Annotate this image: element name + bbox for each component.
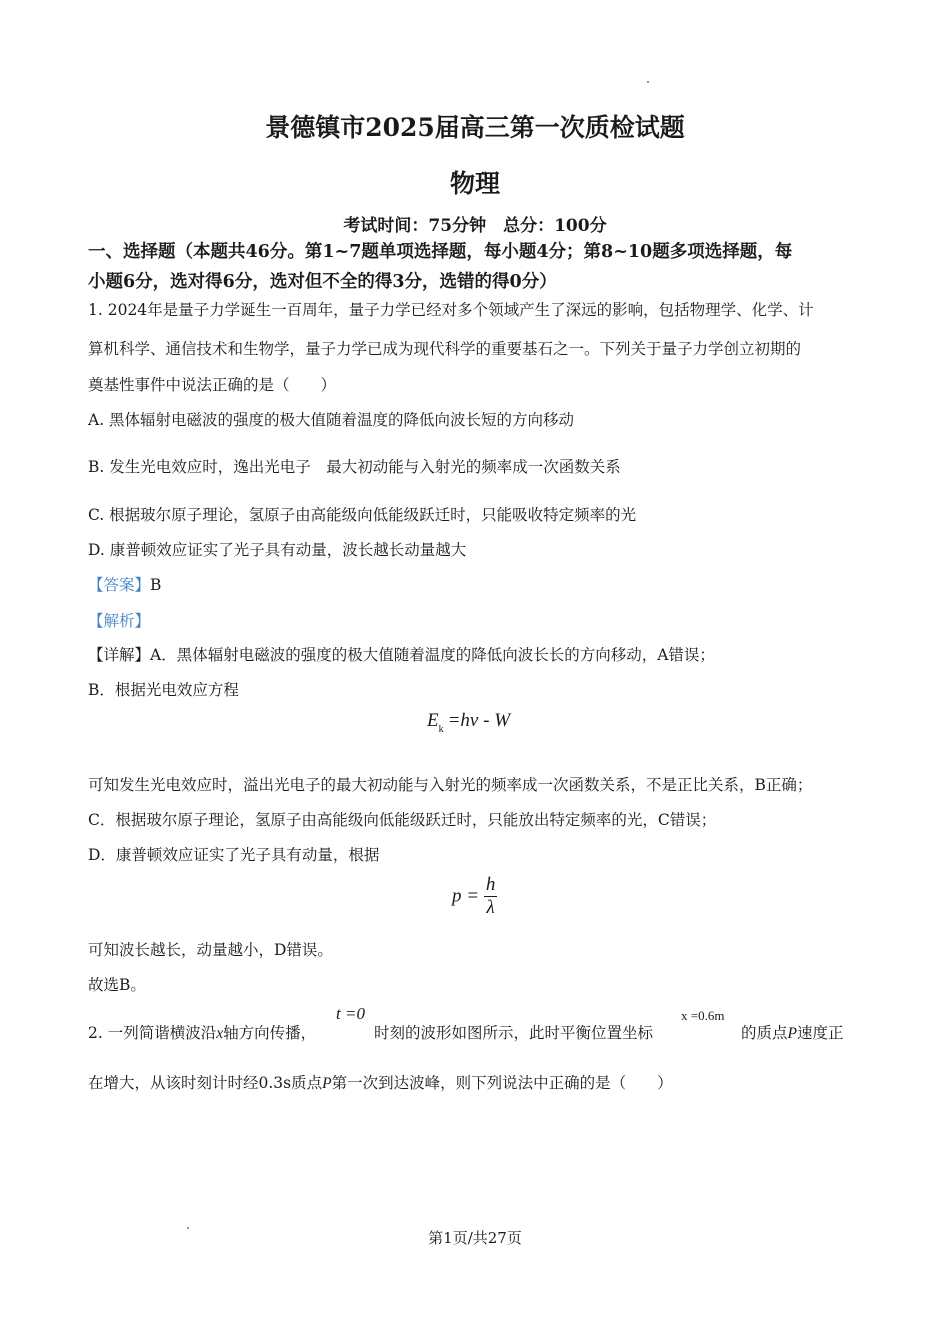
q2-stem-line2 [88, 1071, 673, 1093]
detail-a-text: A．黑体辐射电磁波的强度的极大值随着温度的降低向波长长的方向移动，A错误； [150, 646, 715, 664]
eq1-lhs: E [427, 710, 439, 731]
photoelectric-equation [427, 710, 510, 735]
detail-tag: 【详解】 [88, 646, 151, 664]
q1-stem-line2: 算机科学、通信技术和生物学，量子力学已成为现代科学的重要基石之一。下列关于量子力学创立初期的 [88, 340, 802, 358]
q1-option-a: A. 黑体辐射电磁波的强度的极大值随着温度的降低向波长短的方向移动 [88, 411, 575, 429]
q2-p-var: P [787, 1025, 797, 1042]
q2-x-equation [681, 1008, 724, 1024]
q1-detail-b-conclusion: 可知发生光电效应时，溢出光电子的最大初动能与入射光的频率成一次函数关系，不是正比关系，B正确； [88, 776, 813, 794]
q1-answer [88, 573, 161, 595]
section-heading-line2: 小题6分，选对得6分，选对但不全的得3分，选错的得0分） [88, 272, 557, 292]
answer-value: B [150, 576, 162, 594]
q1-detail-d-conclusion: 可知波长越长，动量越小，D错误。 [88, 941, 333, 959]
q2-part3: 时刻的波形如图所示，此时平衡位置坐标 [374, 1024, 654, 1042]
q2-line2-part1: 在增大，从该时刻计时经0.3s质点 [88, 1074, 323, 1092]
q1-choose: 故选B。 [88, 976, 146, 994]
q2-line2-part2: 第一次到达波峰，则下列说法中正确的是（ ） [331, 1074, 673, 1092]
q1-detail-d-intro: D．康普顿效应证实了光子具有动量，根据 [88, 846, 380, 864]
eq1-subscript: k [438, 724, 444, 735]
eq1-rhs: =hν - W [447, 710, 511, 731]
q1-analysis-tag: 【解析】 [88, 612, 151, 630]
subject-title: 物理 [449, 169, 500, 198]
momentum-equation [452, 874, 497, 919]
q2-part1: 2. 一列简谐横波沿 [88, 1024, 217, 1042]
q2-stem-line1-end [741, 1021, 844, 1043]
scan-speck-top [647, 81, 649, 83]
q2-part5: 速度正 [796, 1024, 844, 1042]
eq2-denominator: λ [486, 897, 495, 918]
q1-option-d: D. 康普顿效应证实了光子具有动量，波长越长动量越大 [88, 541, 467, 559]
q1-option-b: B. 发生光电效应时，逸出光电子 最大初动能与入射光的频率成一次函数关系 [88, 458, 621, 476]
q2-part4: 的质点 [741, 1024, 788, 1042]
q1-detail-c: C．根据玻尔原子理论，氢原子由高能级向低能级跃迁时，只能放出特定频率的光，C错误； [88, 811, 717, 829]
exam-title: 景德镇市2025届高三第一次质检试题 [265, 113, 685, 142]
q1-stem-line1: 1. 2024年是量子力学诞生一百周年，量子力学已经对多个领域产生了深远的影响，包括物理学、化学、计 [88, 301, 814, 319]
q1-option-c: C. 根据玻尔原子理论，氢原子由高能级向低能级跃迁时，只能吸收特定频率的光 [88, 506, 637, 524]
q2-part2: 轴方向传播， [223, 1024, 317, 1042]
q1-detail-b-intro: B．根据光电效应方程 [88, 681, 239, 699]
answer-tag: 【答案】 [88, 576, 151, 594]
page-number: 第1页/共27页 [428, 1229, 522, 1247]
q2-line2-p: P [322, 1075, 332, 1092]
eq2-numerator: h [485, 874, 496, 895]
q2-x-var: x [216, 1025, 224, 1042]
q2-stem-line1 [88, 1021, 316, 1043]
q1-stem-line3: 奠基性事件中说法正确的是（ ） [88, 376, 337, 394]
eq2-lhs: p = [452, 885, 480, 907]
t-equals-zero: t =0 [336, 1004, 365, 1023]
x-equals-value: x =0.6m [681, 1008, 725, 1023]
q1-detail-a [88, 643, 715, 665]
q2-t-equation [336, 1004, 365, 1024]
eq2-fraction [484, 874, 498, 919]
exam-info: 考试时间：75分钟 总分：100分 [343, 216, 607, 236]
section-heading-line1: 一、选择题（本题共46分。第1~7题单项选择题，每小题4分；第8~10题多项选择题，每 [88, 242, 793, 262]
